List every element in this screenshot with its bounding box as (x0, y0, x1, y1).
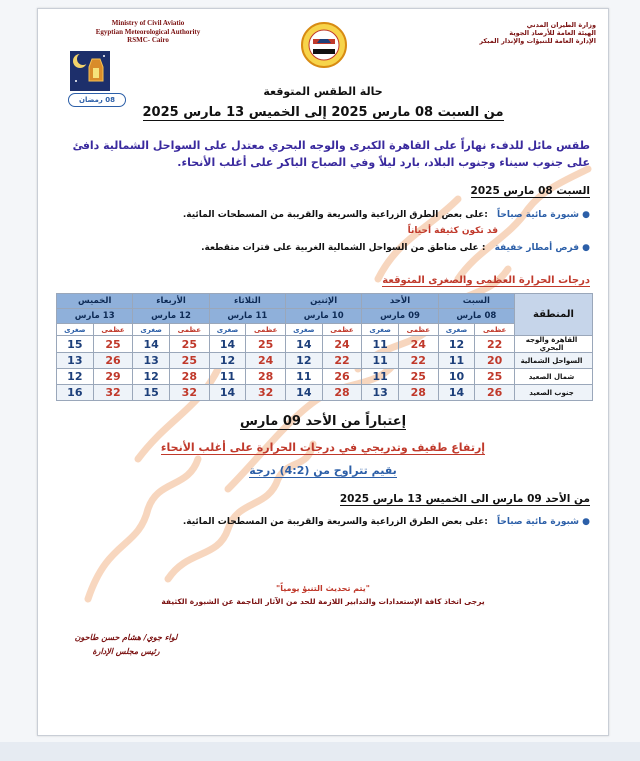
max-temp: 29 (93, 369, 133, 385)
max-temp: 25 (398, 369, 438, 385)
day1-heading-text: السبت 08 مارس 2025 (470, 185, 590, 197)
bullet-phenomenon: شبورة مائية صباحاً (496, 210, 579, 220)
header-ar-line: الإدارة العامة للتنبؤات والإنذار المبكر (479, 37, 596, 45)
max-temp: 28 (169, 369, 209, 385)
header-ar-line: الهيئة العامة للأرصاد الجوية (509, 29, 596, 37)
bullet-phenomenon: شبورة مائية صباحاً (496, 517, 579, 527)
date-header: 10 مارس (286, 309, 362, 324)
region-column-header: المنطقة (515, 294, 593, 336)
forecast-period-text: من السبت 08 مارس 2025 إلى الخميس 13 مارس 2025 (142, 105, 504, 120)
min-temp: 11 (286, 369, 323, 385)
forecast-period (38, 105, 608, 120)
day2-bullet-fog (55, 517, 590, 527)
date-header: 12 مارس (133, 309, 209, 324)
day1-bullet-rain (55, 243, 590, 253)
day-header: الإثنين (286, 294, 362, 309)
signatory-name: لواء جوي/ هشام حسن طاحون (74, 633, 178, 642)
max-temp: 24 (246, 353, 286, 369)
table-row (57, 369, 593, 385)
max-label: عظمى (475, 324, 515, 336)
update-notice: "يتم تحديث التنبؤ يومياً" (276, 584, 370, 593)
date-header: 09 مارس (362, 309, 438, 324)
max-temp: 32 (93, 385, 133, 401)
day-header: الأحد (362, 294, 438, 309)
header-en-line: Ministry of Civil Aviatio (111, 19, 185, 27)
day1-bullet-fog (55, 210, 590, 220)
bullet-icon: ● (582, 210, 590, 220)
temperature-rise-text: إرتفاع طفيف وتدريجي في درجات الحرارة على أغلب الأنحاء (160, 441, 486, 454)
date-header: 11 مارس (209, 309, 285, 324)
min-temp: 11 (362, 369, 399, 385)
min-temp: 11 (209, 369, 246, 385)
min-temp: 10 (438, 369, 475, 385)
page-background-strip (0, 742, 640, 761)
temperature-range-text: بقيم تتراوح من (4:2) درجة (249, 464, 397, 477)
temps-table-title (382, 275, 590, 286)
min-temp: 12 (286, 353, 323, 369)
table-row (57, 385, 593, 401)
day-header: السبت (438, 294, 514, 309)
header-arabic (426, 21, 596, 45)
bullet-text: : على مناطق من السواحل الشمالية الغربية على فترات متقطعة. (201, 243, 486, 253)
max-temp: 22 (398, 353, 438, 369)
max-label: عظمى (322, 324, 362, 336)
table-header-row (57, 294, 593, 309)
max-temp: 25 (93, 336, 133, 353)
max-temp: 32 (246, 385, 286, 401)
temperature-rise-note (38, 441, 608, 454)
region-name: جنوب الصعيد (515, 385, 593, 401)
region-name: السواحل الشمالية (515, 353, 593, 369)
max-temp: 25 (246, 336, 286, 353)
bullet-phenomenon: فرص أمطار خفيفة (494, 243, 579, 253)
bullet-text: :على بعض الطرق الزراعية والسريعة والقريبة من المسطحات المائية. (182, 210, 488, 220)
max-temp: 20 (475, 353, 515, 369)
min-temp: 13 (57, 353, 94, 369)
forecast-sheet (37, 8, 609, 736)
min-temp: 14 (209, 336, 246, 353)
min-label: صغرى (133, 324, 170, 336)
header-ar-line: وزارة الطيران المدني (526, 21, 596, 29)
header-en-line: RSMC- Cairo (127, 36, 169, 44)
min-temp: 12 (57, 369, 94, 385)
advice-notice: يرجى اتخاذ كافة الإستعدادات والتدابير اللازمة للحد من الآثار الناجمة عن الشبورة الكثيفة (161, 597, 485, 606)
max-temp: 24 (398, 336, 438, 353)
bullet-icon: ● (582, 517, 590, 527)
authority-logo (300, 21, 348, 69)
min-temp: 14 (438, 385, 475, 401)
day2-heading (340, 493, 590, 505)
date-header: 13 مارس (57, 309, 133, 324)
day-header: الثلاثاء (209, 294, 285, 309)
min-temp: 11 (362, 353, 399, 369)
max-label: عظمى (169, 324, 209, 336)
min-label: صغرى (362, 324, 399, 336)
min-temp: 16 (57, 385, 94, 401)
header-en-line: Egyptian Meteorological Authority (95, 27, 201, 36)
max-temp: 32 (169, 385, 209, 401)
bullet-icon: ● (582, 243, 590, 253)
max-temp: 25 (475, 369, 515, 385)
min-label: صغرى (57, 324, 94, 336)
ramadan-date-badge: 08 رمضان (68, 93, 126, 107)
max-label: عظمى (93, 324, 133, 336)
max-label: عظمى (398, 324, 438, 336)
min-temp: 15 (133, 385, 170, 401)
min-temp: 13 (362, 385, 399, 401)
day-header: الخميس (57, 294, 133, 309)
temps-table-title-text: درجات الحرارة العظمى والصغرى المتوقعة (382, 275, 590, 286)
min-temp: 12 (438, 336, 475, 353)
header-english (78, 19, 218, 45)
min-temp: 11 (438, 353, 475, 369)
page-title: حالة الطقس المتوقعة (263, 85, 383, 98)
min-temp: 14 (286, 336, 323, 353)
table-row (57, 353, 593, 369)
min-temp: 14 (209, 385, 246, 401)
min-temp: 14 (133, 336, 170, 353)
min-temp: 14 (286, 385, 323, 401)
table-date-row (57, 309, 593, 324)
max-temp: 24 (322, 336, 362, 353)
region-name: شمال الصعيد (515, 369, 593, 385)
table-row (57, 336, 593, 353)
day1-fog-note: قد تكون كثيفة أحياناً (407, 226, 498, 236)
min-temp: 13 (133, 353, 170, 369)
day1-heading (471, 185, 590, 197)
temperature-range-note (38, 464, 608, 477)
max-label: عظمى (246, 324, 286, 336)
min-temp: 15 (57, 336, 94, 353)
max-temp: 25 (169, 336, 209, 353)
max-temp: 26 (322, 369, 362, 385)
max-temp: 22 (322, 353, 362, 369)
min-label: صغرى (438, 324, 475, 336)
min-temp: 12 (209, 353, 246, 369)
day2-heading-text: من الأحد 09 مارس الى الخميس 13 مارس 2025 (339, 493, 590, 505)
signatory-role: رئيس مجلس الإدارة (92, 647, 160, 656)
min-temp: 11 (362, 336, 399, 353)
temperature-table (56, 293, 593, 401)
table-maxmin-row (57, 324, 593, 336)
bullet-text: :على بعض الطرق الزراعية والسريعة والقريبة من المسطحات المائية. (182, 517, 488, 527)
max-temp: 25 (169, 353, 209, 369)
max-temp: 28 (246, 369, 286, 385)
weather-summary: طقس مائل للدفء نهاراً على القاهرة الكبرى والوجه البحري معتدل على السواحل الشمالية دافئ على جنوب سيناء وجنوب البلاد، بارد ليلاً وفي الصباح الباكر على أغلب الأنحاء. (72, 139, 590, 169)
from-sunday-heading-text: إعتباراً من الأحد 09 مارس (239, 414, 407, 429)
max-temp: 22 (475, 336, 515, 353)
max-temp: 28 (322, 385, 362, 401)
date-header: 08 مارس (438, 309, 514, 324)
max-temp: 26 (475, 385, 515, 401)
day-header: الأربعاء (133, 294, 209, 309)
max-temp: 26 (93, 353, 133, 369)
min-temp: 12 (133, 369, 170, 385)
min-label: صغرى (209, 324, 246, 336)
min-label: صغرى (286, 324, 323, 336)
max-temp: 28 (398, 385, 438, 401)
region-name: القاهرة والوجه البحري (515, 336, 593, 353)
from-sunday-heading (38, 414, 608, 429)
